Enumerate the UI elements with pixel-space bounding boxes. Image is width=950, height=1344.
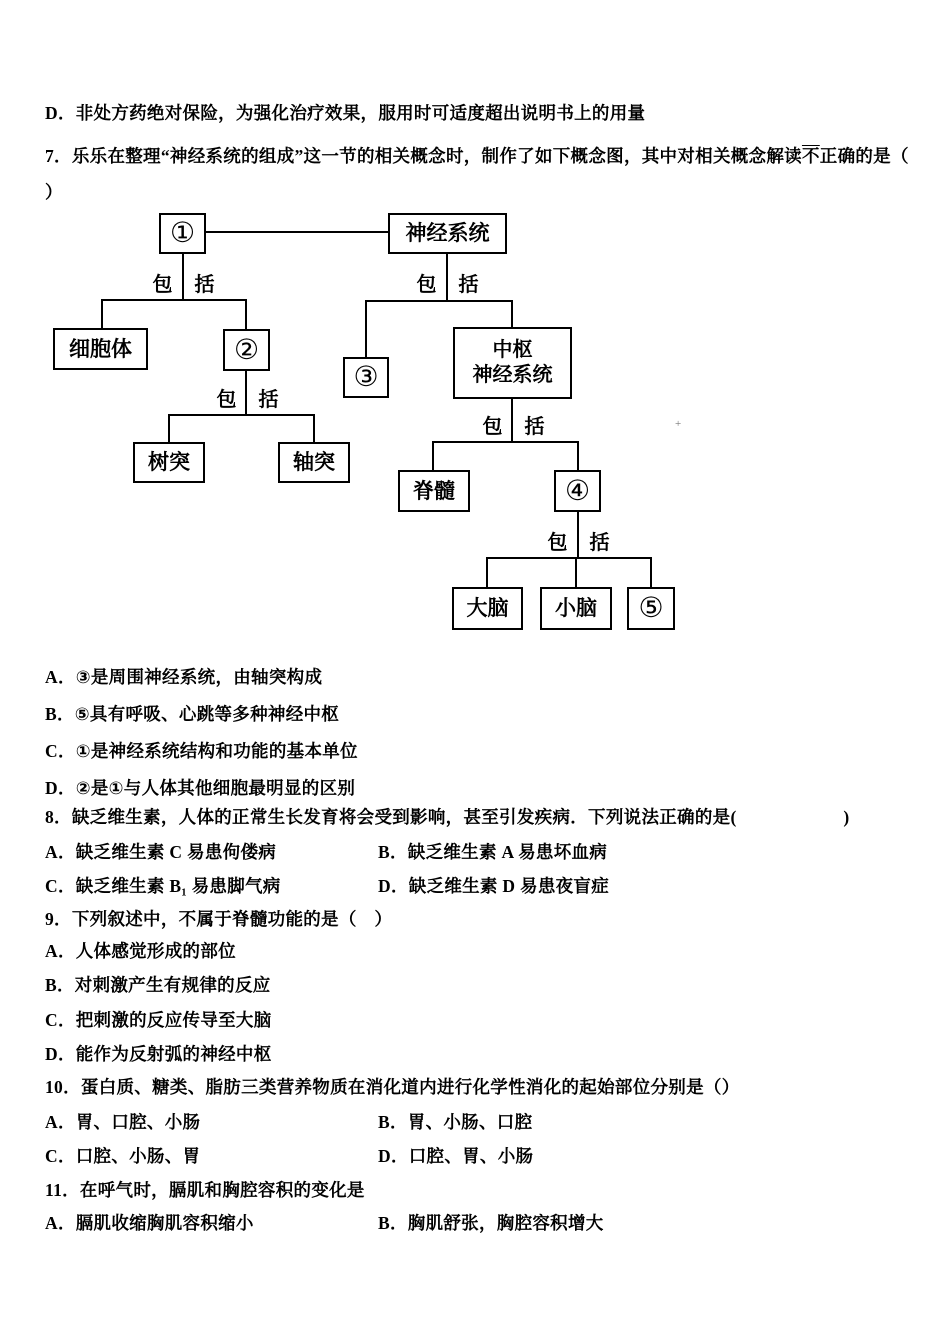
edge-to-n3 (365, 300, 367, 358)
edge-branch-n4 (486, 557, 652, 559)
cns-line1: 中枢 (492, 339, 533, 361)
node-spinal-cord: 脊髓 (398, 470, 470, 512)
node-circled-3: ③ (343, 357, 389, 398)
question-10-option-c: C．口腔、小肠、胃 (45, 1146, 201, 1166)
node-circled-5: ⑤ (627, 587, 675, 630)
edge-branch-cns (432, 441, 579, 443)
node-central-nervous-system-text (473, 338, 553, 388)
node-axon: 轴突 (278, 442, 350, 483)
question-9-option-c: C．把刺激的反应传导至大脑 (45, 1010, 272, 1030)
edge-to-n4 (577, 441, 579, 471)
node-circled-2: ② (223, 329, 270, 371)
edge-branch-nervous (365, 300, 513, 302)
question-8-option-d: D．缺乏维生素 D 易患夜盲症 (378, 876, 610, 896)
edge-branch-n2 (168, 414, 315, 416)
relation-label-include-2: 包 括 (416, 274, 480, 296)
edge-n1-nervous (206, 231, 388, 233)
edge-to-axon (313, 414, 315, 443)
cns-line2: 神经系统 (472, 364, 553, 386)
edge-to-n5 (650, 557, 652, 588)
edge-to-cerebellum (575, 557, 577, 588)
relation-label-include-1: 包 括 (152, 274, 216, 296)
node-circled-1: ① (159, 213, 206, 254)
question-10-option-a: A．胃、口腔、小肠 (45, 1112, 201, 1132)
edge-to-dendrite (168, 414, 170, 443)
edge-to-cns (511, 300, 513, 328)
question-9-option-b: B．对刺激产生有规律的反应 (45, 975, 271, 995)
node-nervous-system: 神经系统 (388, 213, 507, 254)
relation-label-include-3: 包 括 (216, 389, 280, 411)
relation-label-include-4: 包 括 (482, 416, 546, 438)
question-8-option-a: A．缺乏维生素 C 易患佝偻病 (45, 842, 277, 862)
question-8-stem: 8．缺乏维生素，人体的正常生长发育将会受到影响，甚至引发疾病．下列说法正确的是( ) (45, 807, 850, 827)
edge-to-n2 (245, 299, 247, 330)
relation-label-include-5: 包 括 (547, 532, 611, 554)
question-7-option-a: A．③是周围神经系统，由轴突构成 (45, 667, 323, 687)
edge-to-cell-body (101, 299, 103, 329)
question-7-stem-tail: 正确的是（ (819, 146, 909, 166)
question-8-option-b: B．缺乏维生素 A 易患坏血病 (378, 842, 608, 862)
question-8-option-c: C．缺乏维生素 B₁ 易患脚气病 (45, 876, 281, 896)
node-circled-4: ④ (554, 470, 601, 512)
question-11-stem: 11．在呼气时，膈肌和胸腔容积的变化是 (45, 1180, 365, 1200)
node-dendrite: 树突 (133, 442, 205, 483)
edge-to-cerebrum (486, 557, 488, 588)
question-7-stem-text: 7．乐乐在整理“神经系统的组成”这一节的相关概念时，制作了如下概念图，其中对相关概念解读 (45, 146, 802, 166)
node-cell-body: 细胞体 (53, 328, 148, 370)
stray-scan-mark: + (675, 418, 682, 430)
question-7-option-b: B．⑤具有呼吸、心跳等多种神经中枢 (45, 704, 340, 724)
question-9-stem: 9．下列叙述中，不属于脊髓功能的是（ ） (45, 909, 393, 929)
node-cerebellum: 小脑 (540, 587, 612, 630)
question-11-option-a: A．膈肌收缩胸肌容积缩小 (45, 1213, 254, 1233)
question-7-stem-emphasized: 不 (801, 146, 820, 166)
question-10-option-b: B．胃、小肠、口腔 (378, 1112, 533, 1132)
edge-branch-n1 (101, 299, 247, 301)
edge-to-spinal-cord (432, 441, 434, 471)
question-6-option-d: D．非处方药绝对保险，为强化治疗效果，服用时可适度超出说明书上的用量 (45, 103, 646, 123)
question-10-option-d: D．口腔、胃、小肠 (378, 1146, 534, 1166)
question-7-stem (45, 146, 909, 166)
question-9-option-d: D．能作为反射弧的神经中枢 (45, 1044, 272, 1064)
question-10-stem: 10．蛋白质、糖类、脂肪三类营养物质在消化道内进行化学性消化的起始部位分别是（） (45, 1077, 740, 1097)
question-7-stem-close-paren: ） (45, 182, 63, 202)
node-cerebrum: 大脑 (452, 587, 523, 630)
question-7-option-d: D．②是①与人体其他细胞最明显的区别 (45, 778, 356, 798)
node-central-nervous-system (453, 327, 572, 399)
question-11-option-b: B．胸肌舒张，胸腔容积增大 (378, 1213, 604, 1233)
question-7-option-c: C．①是神经系统结构和功能的基本单位 (45, 741, 358, 761)
question-9-option-a: A．人体感觉形成的部位 (45, 941, 236, 961)
